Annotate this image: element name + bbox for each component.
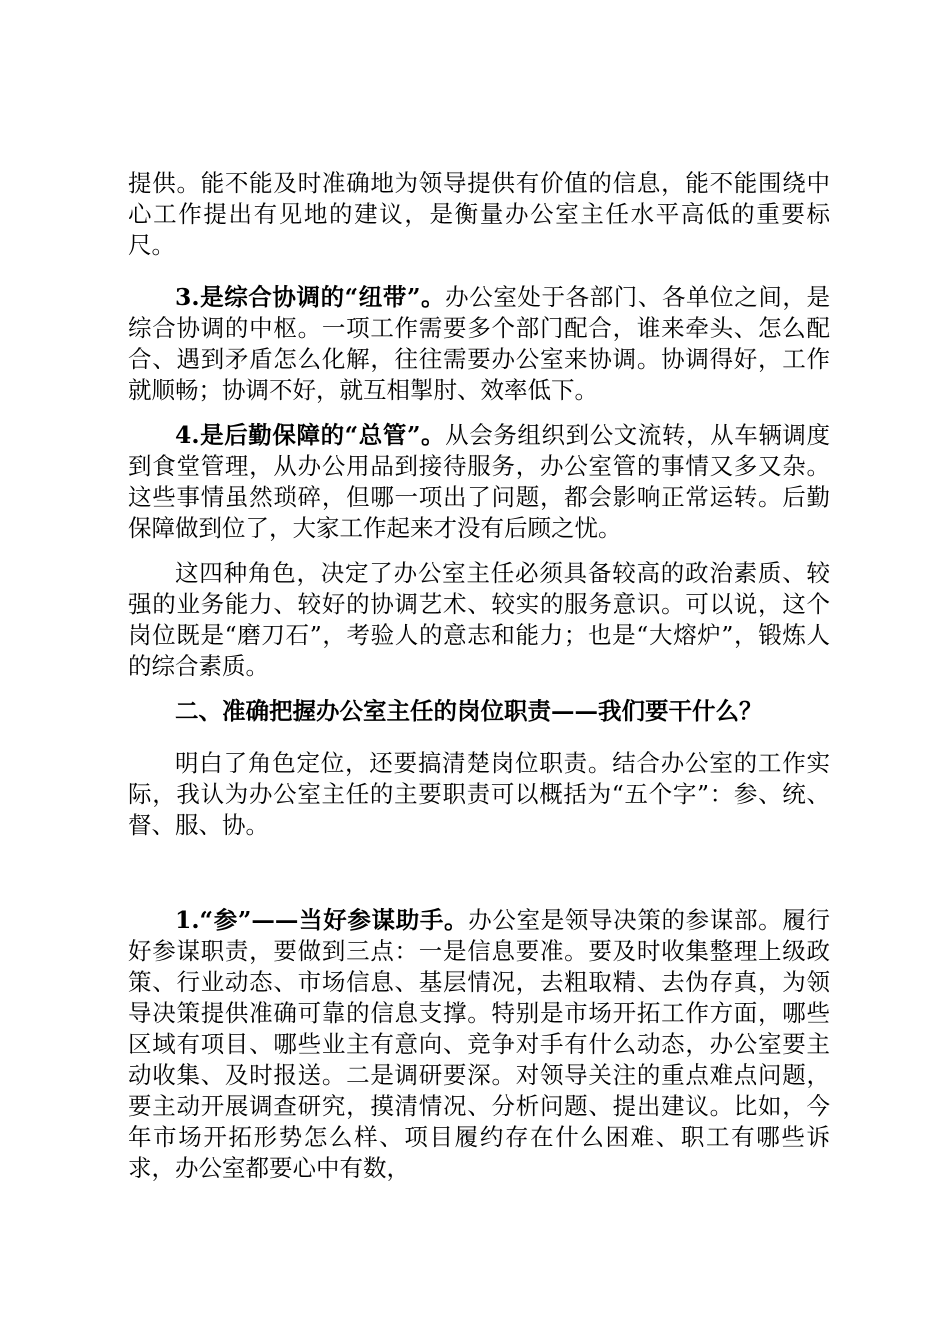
paragraph-4 (128, 558, 830, 682)
paragraph-6-text: 办公室是领导决策的参谋部。履行好参谋职责，要做到三点：一是信息要准。要及时收集整理上级政策、行业动态、市场信息、基层情况，去粗取精、去伪存真，为领导决策提供准确可靠的信息支撑。特别是市场开拓工作方面，哪些区域有项目、哪些业主有意向、竞争对手有什么动态，办公室要主动收集、及时报送。二是调研要深。对领导关注的重点难点问题，要主动开展调查研究，摸清情况、分析问题、提出建议。比如，今年市场开拓形势怎么样、项目履约存在什么困难、职工有哪些诉求，办公室都要心中有数， (128, 906, 830, 1182)
paragraph-4-text: 这四种角色，决定了办公室主任必须具备较高的政治素质、较强的业务能力、较好的协调艺术、较实的服务意识。可以说，这个岗位既是“磨刀石”，考验人的意志和能力；也是“大熔炉”，锻炼人的综合素质。 (128, 559, 830, 680)
paragraph-1 (128, 168, 830, 261)
paragraph-2-text: 办公室处于各部门、各单位之间，是综合协调的中枢。一项工作需要多个部门配合，谁来牵头、怎么配合、遇到矛盾怎么化解，往往需要办公室来协调。协调得好，工作就顺畅；协调不好，就互相掣肘、效率低下。 (128, 283, 831, 404)
section-heading-2 (128, 696, 830, 727)
paragraph-3 (128, 420, 830, 544)
paragraph-6-lead: 1.“参”——当好参谋助手。 (175, 906, 469, 934)
paragraph-1-text: 提供。能不能及时准确地为领导提供有价值的信息，能不能围绕中心工作提出有见地的建议，是衡量办公室主任水平高低的重要标尺。 (128, 169, 830, 259)
paragraph-3-lead: 4.是后勤保障的“总管”。 (175, 421, 446, 449)
paragraph-2-lead: 3.是综合协调的“纽带”。 (175, 283, 446, 311)
paragraph-6 (128, 905, 830, 1184)
paragraph-5-text: 明白了角色定位，还要搞清楚岗位职责。结合办公室的工作实际，我认为办公室主任的主要职责可以概括为“五个字”：参、统、督、服、协。 (128, 749, 830, 839)
paragraph-5 (128, 748, 830, 841)
paragraph-2 (128, 282, 830, 406)
section-heading-2-text: 二、准确把握办公室主任的岗位职责——我们要干什么？ (175, 697, 763, 725)
paragraph-3-text: 从会务组织到公文流转，从车辆调度到食堂管理，从办公用品到接待服务，办公室管的事情又多又杂。这些事情虽然琐碎，但哪一项出了问题，都会影响正常运转。后勤保障做到位了，大家工作起来才没有后顾之忧。 (128, 421, 831, 542)
